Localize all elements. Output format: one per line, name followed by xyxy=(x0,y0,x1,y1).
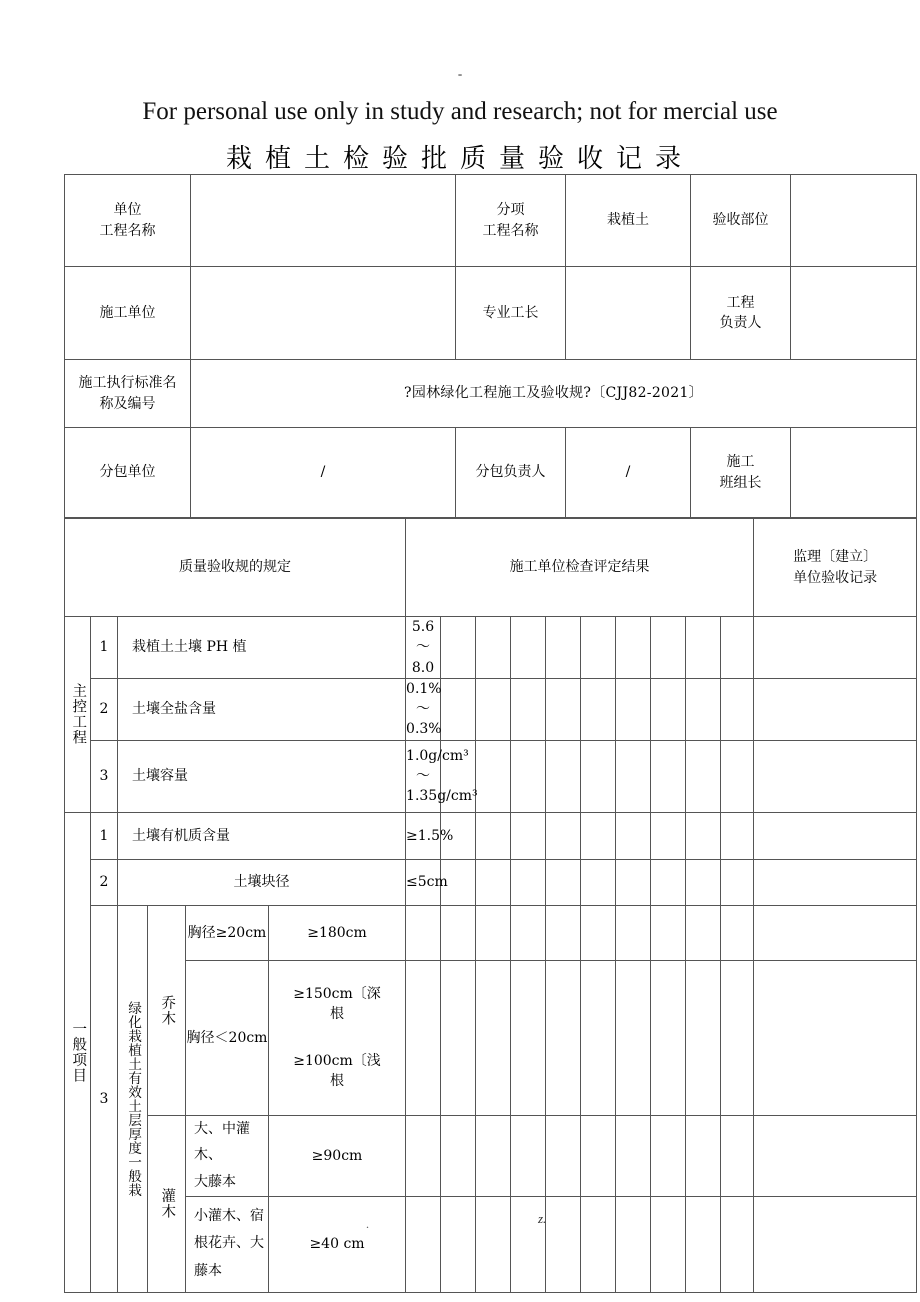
check-cell[interactable] xyxy=(651,1196,686,1292)
check-cell[interactable] xyxy=(686,960,721,1115)
check-cell[interactable] xyxy=(721,812,754,859)
check-cell[interactable] xyxy=(546,617,581,679)
check-cell[interactable] xyxy=(616,617,651,679)
check-cell[interactable] xyxy=(441,678,476,740)
value-acceptance-part[interactable] xyxy=(791,175,917,267)
table-row xyxy=(65,740,917,812)
check-cell[interactable] xyxy=(754,740,917,812)
check-cell[interactable] xyxy=(651,740,686,812)
check-cell[interactable] xyxy=(754,859,917,905)
check-cell[interactable] xyxy=(546,1196,581,1292)
check-cell[interactable] xyxy=(651,960,686,1115)
item-spec: ≤5cm xyxy=(406,859,441,905)
check-cell[interactable] xyxy=(616,740,651,812)
check-cell[interactable] xyxy=(476,617,511,679)
check-cell[interactable] xyxy=(651,812,686,859)
value-team-leader[interactable] xyxy=(791,428,917,518)
check-cell[interactable] xyxy=(406,1196,441,1292)
check-cell[interactable] xyxy=(546,678,581,740)
check-cell[interactable] xyxy=(511,859,546,905)
check-cell[interactable] xyxy=(476,812,511,859)
check-cell[interactable] xyxy=(581,1115,616,1196)
page-title: 栽植土检验批质量验收记录 xyxy=(225,144,694,174)
check-cell[interactable] xyxy=(546,960,581,1115)
label-foreman: 专业工长 xyxy=(456,267,566,360)
check-cell[interactable] xyxy=(441,960,476,1115)
check-cell[interactable] xyxy=(511,617,546,679)
label-team-leader: 施工 班组长 xyxy=(691,428,791,518)
inspection-table xyxy=(64,518,917,1293)
table-row xyxy=(65,175,917,267)
table-row xyxy=(65,859,917,905)
check-cell[interactable] xyxy=(581,678,616,740)
check-cell[interactable] xyxy=(476,740,511,812)
label-project-manager: 工程 负责人 xyxy=(691,267,791,360)
item-no: 3 xyxy=(91,905,118,1292)
item-group-label: 绿化栽植土有效土层厚度一般栽 xyxy=(118,905,148,1292)
check-cell[interactable] xyxy=(476,678,511,740)
check-cell[interactable] xyxy=(581,617,616,679)
item-spec: 5.6～8.0 xyxy=(406,617,441,679)
header-supervisor-record: 监理〔建立〕 单位验收记录 xyxy=(754,519,917,617)
check-cell[interactable] xyxy=(441,617,476,679)
check-cell[interactable] xyxy=(754,812,917,859)
table-row xyxy=(65,617,917,679)
header-check-result: 施工单位检查评定结果 xyxy=(406,519,754,617)
subgroup-label-tree: 乔木 xyxy=(148,905,186,1115)
label-sub-project-name: 分项 工程名称 xyxy=(456,175,566,267)
table-row xyxy=(65,1196,917,1292)
supervisor-cell[interactable] xyxy=(754,905,917,960)
check-cell[interactable] xyxy=(441,905,476,960)
check-cell[interactable] xyxy=(581,960,616,1115)
check-cell[interactable] xyxy=(616,678,651,740)
label-acceptance-part: 验收部位 xyxy=(691,175,791,267)
check-cell[interactable] xyxy=(476,1115,511,1196)
check-cell[interactable] xyxy=(581,740,616,812)
value-project-manager[interactable] xyxy=(791,267,917,360)
value-standard-name-code[interactable]: ?园林绿化工程施工及验收规?〔CJJ82-2021〕 xyxy=(191,360,917,428)
supervisor-cell[interactable] xyxy=(754,1196,917,1292)
check-cell[interactable] xyxy=(511,678,546,740)
check-cell[interactable] xyxy=(511,812,546,859)
check-cell[interactable] xyxy=(616,960,651,1115)
check-cell[interactable] xyxy=(686,740,721,812)
subgroup-label-shrub: 灌木 xyxy=(148,1115,186,1292)
table-row xyxy=(65,360,917,428)
section-label-general-items: 一般项目 xyxy=(65,812,91,1292)
check-cell[interactable] xyxy=(651,859,686,905)
check-cell[interactable] xyxy=(721,617,754,679)
check-cell[interactable] xyxy=(581,905,616,960)
value-foreman[interactable] xyxy=(566,267,691,360)
label-subcontractor: 分包单位 xyxy=(65,428,191,518)
check-cell[interactable] xyxy=(721,859,754,905)
check-cell[interactable] xyxy=(721,740,754,812)
table-header-row xyxy=(65,519,917,617)
value-subcontractor[interactable]: / xyxy=(191,428,456,518)
check-cell[interactable] xyxy=(581,859,616,905)
check-cell[interactable] xyxy=(721,1115,754,1196)
check-cell[interactable] xyxy=(616,859,651,905)
check-cell[interactable] xyxy=(651,617,686,679)
check-cell[interactable] xyxy=(441,1115,476,1196)
supervisor-cell[interactable] xyxy=(754,1115,917,1196)
item-name: 土壤有机质含量 xyxy=(118,812,406,859)
check-cell[interactable] xyxy=(721,905,754,960)
check-cell[interactable] xyxy=(546,1115,581,1196)
table-row xyxy=(65,960,917,1115)
check-cell[interactable] xyxy=(686,678,721,740)
spec-shallow-root: ≥100cm〔浅 根 xyxy=(293,1052,381,1090)
condition-label: 胸径≥20cm xyxy=(186,905,269,960)
table-row xyxy=(65,678,917,740)
check-cell[interactable] xyxy=(721,1196,754,1292)
check-cell[interactable] xyxy=(406,905,441,960)
check-cell[interactable] xyxy=(511,905,546,960)
table-row xyxy=(65,267,917,360)
item-no: 1 xyxy=(91,812,118,859)
footer-left-mark: . xyxy=(366,1217,369,1231)
check-cell[interactable] xyxy=(476,1196,511,1292)
table-row xyxy=(65,1115,917,1196)
check-cell[interactable] xyxy=(686,859,721,905)
check-cell[interactable] xyxy=(616,1196,651,1292)
check-cell[interactable] xyxy=(686,1196,721,1292)
check-cell[interactable] xyxy=(406,960,441,1115)
supervisor-cell[interactable] xyxy=(754,960,917,1115)
value-subcontract-manager[interactable]: / xyxy=(566,428,691,518)
check-cell[interactable] xyxy=(511,1115,546,1196)
check-cell[interactable] xyxy=(686,905,721,960)
header-table xyxy=(64,174,917,518)
check-cell[interactable] xyxy=(686,617,721,679)
check-cell[interactable] xyxy=(651,678,686,740)
item-name: 栽植土土壤 PH 植 xyxy=(118,617,406,679)
item-spec xyxy=(269,960,406,1115)
check-cell[interactable] xyxy=(546,812,581,859)
usage-notice: For personal use only in study and research; not for mercial use xyxy=(142,98,778,125)
check-cell[interactable] xyxy=(476,905,511,960)
item-no: 2 xyxy=(91,859,118,905)
table-row xyxy=(65,812,917,859)
check-cell[interactable] xyxy=(476,960,511,1115)
item-spec: 0.1%～0.3% xyxy=(406,678,441,740)
label-subcontract-manager: 分包负责人 xyxy=(456,428,566,518)
check-cell[interactable] xyxy=(686,1115,721,1196)
item-no: 3 xyxy=(91,740,118,812)
check-cell[interactable] xyxy=(721,960,754,1115)
item-name: 土壤块径 xyxy=(118,859,406,905)
value-sub-project-name[interactable]: 栽植土 xyxy=(566,175,691,267)
header-spec: 质量验收规的规定 xyxy=(65,519,406,617)
check-cell[interactable] xyxy=(476,859,511,905)
footer-right-mark: z. xyxy=(538,1211,547,1226)
check-cell[interactable] xyxy=(546,859,581,905)
label-standard-name-code: 施工执行标准名 称及编号 xyxy=(65,360,191,428)
check-cell[interactable] xyxy=(546,905,581,960)
section-label-main-control: 主控工程 xyxy=(65,617,91,813)
value-unit-project-name[interactable] xyxy=(191,175,456,267)
item-spec: ≥180cm xyxy=(269,905,406,960)
check-cell[interactable] xyxy=(511,740,546,812)
label-construction-unit: 施工单位 xyxy=(65,267,191,360)
check-cell[interactable] xyxy=(754,617,917,679)
condition-label: 小灌木、宿 根花卉、大 藤本 xyxy=(186,1196,269,1292)
table-row xyxy=(65,428,917,518)
item-no: 1 xyxy=(91,617,118,679)
item-spec: 1.0g/cm³～ 1.35g/cm³ xyxy=(406,740,441,812)
check-cell[interactable] xyxy=(651,1115,686,1196)
condition-label: 大、中灌木、 大藤本 xyxy=(186,1115,269,1196)
item-spec: ≥90cm xyxy=(269,1115,406,1196)
check-cell[interactable] xyxy=(441,1196,476,1292)
check-cell[interactable] xyxy=(754,678,917,740)
item-spec: ≥1.5% xyxy=(406,812,441,859)
check-cell[interactable] xyxy=(686,812,721,859)
check-cell[interactable] xyxy=(511,960,546,1115)
condition-label: 胸径＜20cm xyxy=(186,960,269,1115)
item-name: 土壤容量 xyxy=(118,740,406,812)
item-spec: ≥40 cm xyxy=(269,1196,406,1292)
spec-deep-root: ≥150cm〔深 根 xyxy=(293,986,381,1023)
check-cell[interactable] xyxy=(651,905,686,960)
value-construction-unit[interactable] xyxy=(191,267,456,360)
check-cell[interactable] xyxy=(616,905,651,960)
check-cell[interactable] xyxy=(546,740,581,812)
table-row xyxy=(65,905,917,960)
item-name: 土壤全盐含量 xyxy=(118,678,406,740)
check-cell[interactable] xyxy=(721,678,754,740)
top-dash-mark: - xyxy=(457,66,463,81)
check-cell[interactable] xyxy=(406,1115,441,1196)
check-cell[interactable] xyxy=(616,1115,651,1196)
check-cell[interactable] xyxy=(581,812,616,859)
check-cell[interactable] xyxy=(581,1196,616,1292)
item-no: 2 xyxy=(91,678,118,740)
check-cell[interactable] xyxy=(616,812,651,859)
label-unit-project-name: 单位 工程名称 xyxy=(65,175,191,267)
